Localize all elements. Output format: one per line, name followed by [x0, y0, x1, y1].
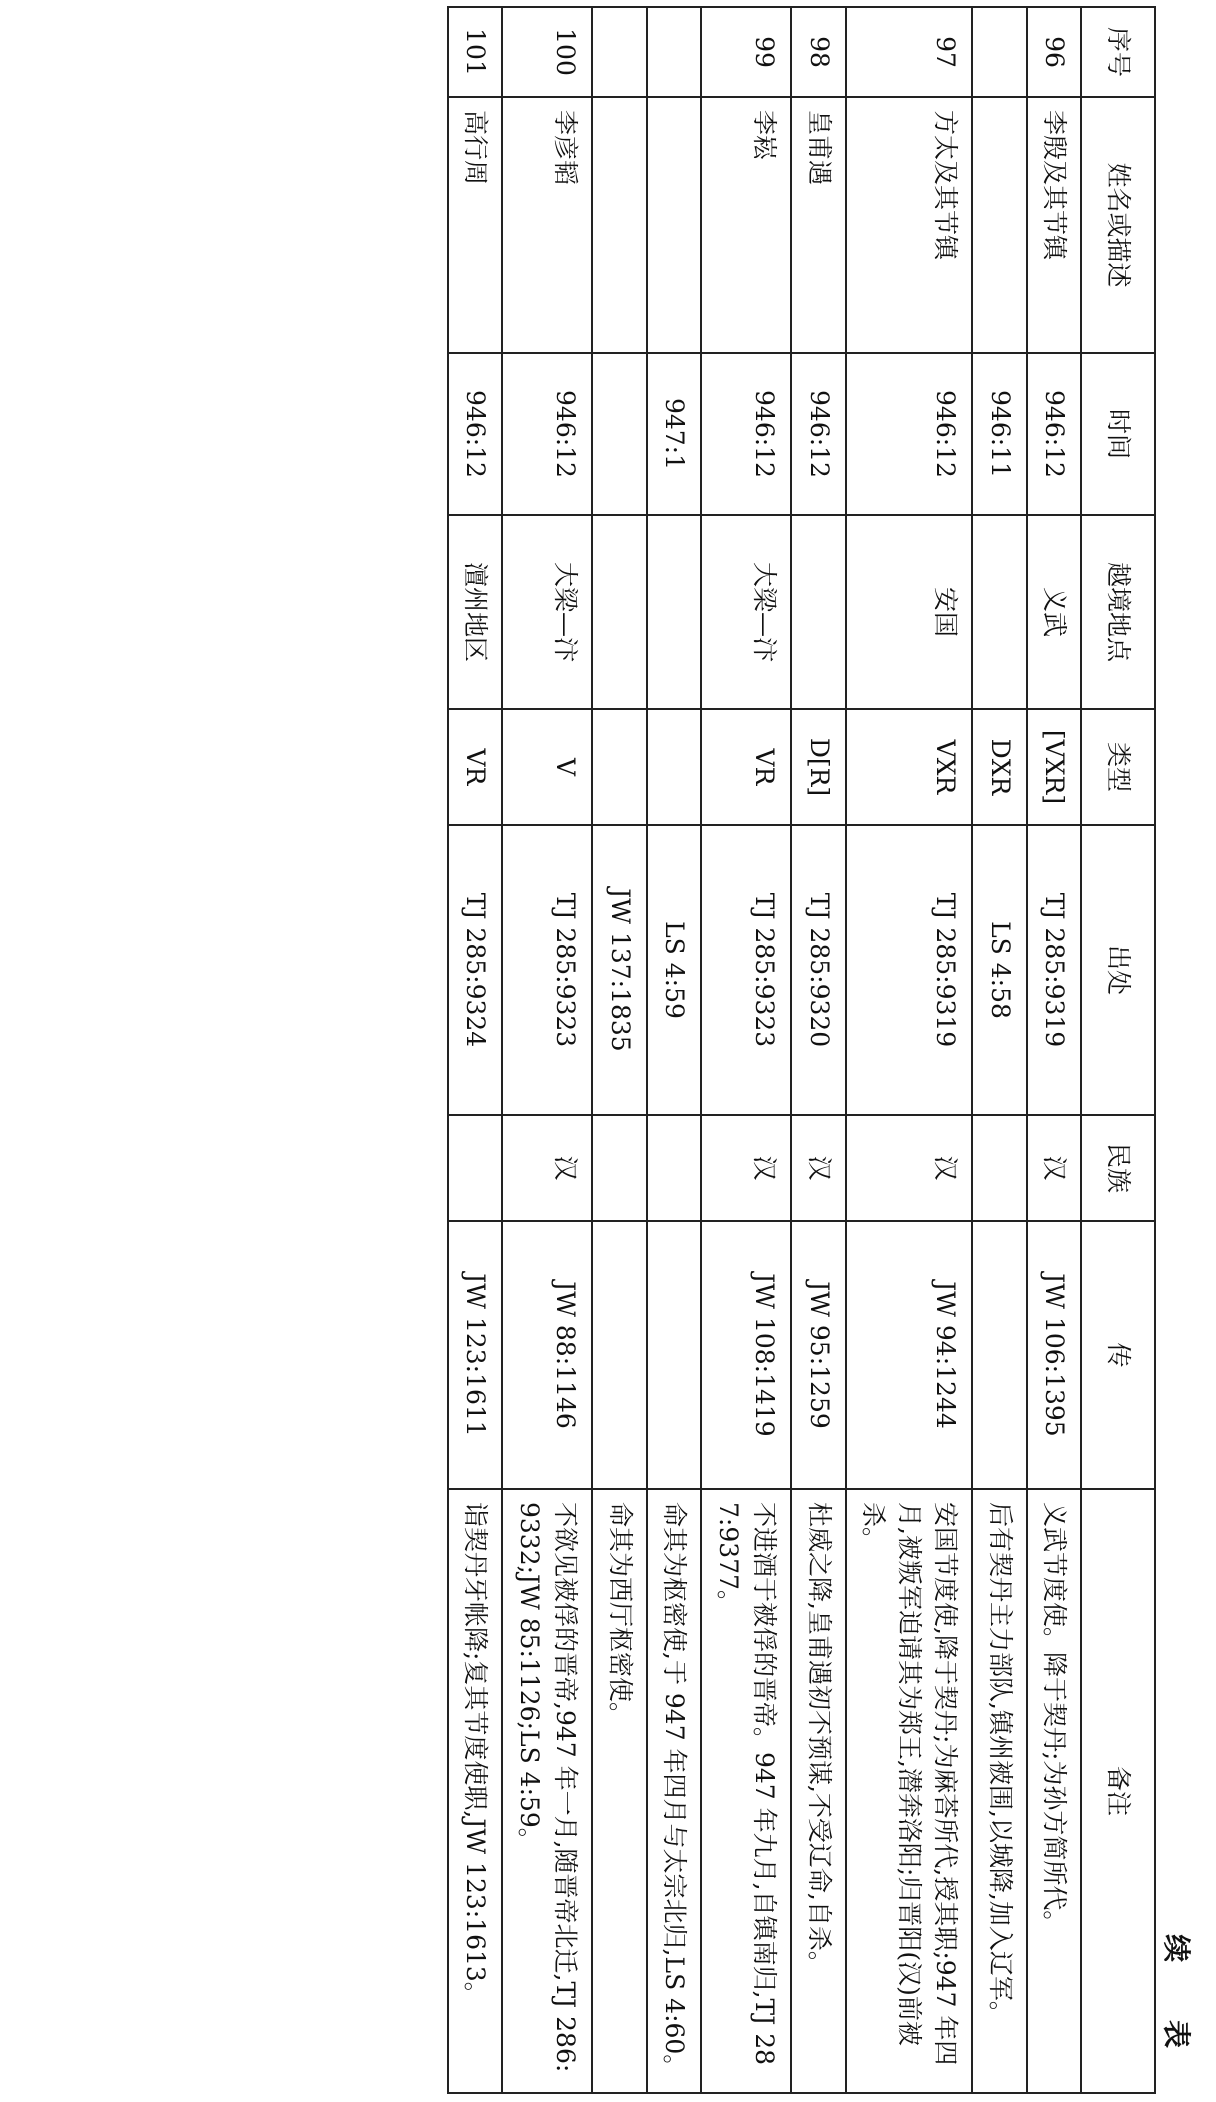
header-cell-type: 类型 [1081, 709, 1155, 825]
cell-source: TJ 285:9323 [701, 825, 792, 1115]
cell-number: 100 [502, 7, 593, 97]
cell-number [593, 7, 647, 97]
cell-ethnicity: 汉 [1027, 1115, 1081, 1221]
cell-biography [593, 1221, 647, 1489]
cell-name: 李殷及其节镇 [1027, 97, 1081, 353]
cell-biography: JW 95:1259 [792, 1221, 846, 1489]
cell-notes: 命其为枢密使,于 947 年四月与太宗北归,LS 4:60。 [647, 1489, 701, 2093]
cell-source: LS 4:58 [973, 825, 1027, 1115]
cell-source: JW 137:1835 [593, 825, 647, 1115]
cell-time [593, 353, 647, 515]
cell-time: 946:12 [502, 353, 593, 515]
cell-notes: 安国节度使,降于契丹;为麻荅所代,授其职;947 年四月,被叛军迫请其为郑王,潜奔洛阳;归晋阳(汉)前被杀。 [846, 1489, 973, 2093]
cell-notes: 后有契丹主力部队,镇州被围,以城降,加入辽军。 [973, 1489, 1027, 2093]
cell-ethnicity [973, 1115, 1027, 1221]
cell-notes: 不进酒于被俘的晋帝。947 年九月,自镇南归,TJ 287:9377。 [701, 1489, 792, 2093]
table-header-row [1081, 7, 1155, 2093]
cell-time: 947:1 [647, 353, 701, 515]
header-cell-notes: 备注 [1081, 1489, 1155, 2093]
cell-ethnicity: 汉 [701, 1115, 792, 1221]
cell-type: V [502, 709, 593, 825]
cell-ethnicity: 汉 [792, 1115, 846, 1221]
header-cell-source: 出处 [1081, 825, 1155, 1115]
cell-place: 大梁—汴 [502, 515, 593, 709]
cell-name: 方太及其节镇 [846, 97, 973, 353]
cell-notes: 杜威之降,皇甫遇初不预谋,不受辽命,自杀。 [792, 1489, 846, 2093]
cell-biography: JW 123:1611 [448, 1221, 502, 1489]
cell-source: TJ 285:9320 [792, 825, 846, 1115]
cell-name: 皇甫遇 [792, 97, 846, 353]
cell-notes: 义武节度使。降于契丹;为孙方简所代。 [1027, 1489, 1081, 2093]
cell-source: TJ 285:9319 [1027, 825, 1081, 1115]
cell-time: 946:12 [448, 353, 502, 515]
defector-record-table [447, 6, 1156, 2094]
cell-notes: 不欲见被俘的晋帝,947 年一月,随晋帝北迁,TJ 286:9332;JW 85:1126;LS 4:59。 [502, 1489, 593, 2093]
cell-number: 99 [701, 7, 792, 97]
cell-number [647, 7, 701, 97]
cell-number [973, 7, 1027, 97]
table-row [1027, 7, 1081, 2093]
cell-type: VR [448, 709, 502, 825]
cell-time: 946:12 [701, 353, 792, 515]
table-row [701, 7, 792, 2093]
cell-place [973, 515, 1027, 709]
cell-type: D[R] [792, 709, 846, 825]
header-cell-place: 越境地点 [1081, 515, 1155, 709]
cell-place: 义武 [1027, 515, 1081, 709]
cell-source: LS 4:59 [647, 825, 701, 1115]
cell-time: 946:12 [846, 353, 973, 515]
cell-biography [973, 1221, 1027, 1489]
cell-ethnicity [647, 1115, 701, 1221]
cell-time: 946:12 [792, 353, 846, 515]
cell-type: VXR [846, 709, 973, 825]
cell-name: 高行周 [448, 97, 502, 353]
cell-ethnicity [448, 1115, 502, 1221]
cell-place: 澶州地区 [448, 515, 502, 709]
table-body [448, 7, 1081, 2093]
cell-number: 101 [448, 7, 502, 97]
cell-place: 大梁—汴 [701, 515, 792, 709]
cell-time: 946:12 [1027, 353, 1081, 515]
cell-number: 98 [792, 7, 846, 97]
cell-type: VR [701, 709, 792, 825]
table-row [647, 7, 701, 2093]
cell-name [973, 97, 1027, 353]
header-cell-ethnicity: 民族 [1081, 1115, 1155, 1221]
cell-type: [VXR] [1027, 709, 1081, 825]
cell-name: 李彦韬 [502, 97, 593, 353]
header-cell-name: 姓名或描述 [1081, 97, 1155, 353]
header-cell-number: 序号 [1081, 7, 1155, 97]
header-cell-time: 时间 [1081, 353, 1155, 515]
cell-notes: 诣契丹牙帐降;复其节度使职,JW 123:1613。 [448, 1489, 502, 2093]
cell-biography: JW 88:1146 [502, 1221, 593, 1489]
cell-biography: JW 108:1419 [701, 1221, 792, 1489]
table-row [792, 7, 846, 2093]
cell-type [593, 709, 647, 825]
table-row [846, 7, 973, 2093]
cell-type: DXR [973, 709, 1027, 825]
cell-ethnicity [593, 1115, 647, 1221]
cell-source: TJ 285:9324 [448, 825, 502, 1115]
continued-table-label: 续 表 [1160, 1934, 1193, 2072]
cell-number: 97 [846, 7, 973, 97]
table-row [593, 7, 647, 2093]
cell-place [792, 515, 846, 709]
table-row [448, 7, 502, 2093]
cell-number: 96 [1027, 7, 1081, 97]
table-row [502, 7, 593, 2093]
cell-notes: 命其为西厅枢密使。 [593, 1489, 647, 2093]
cell-place [593, 515, 647, 709]
cell-place [647, 515, 701, 709]
cell-name [647, 97, 701, 353]
cell-biography [647, 1221, 701, 1489]
cell-ethnicity: 汉 [502, 1115, 593, 1221]
cell-name: 李崧 [701, 97, 792, 353]
cell-ethnicity: 汉 [846, 1115, 973, 1221]
table-row [973, 7, 1027, 2093]
cell-time: 946:11 [973, 353, 1027, 515]
cell-source: TJ 285:9323 [502, 825, 593, 1115]
cell-biography: JW 106:1395 [1027, 1221, 1081, 1489]
cell-type [647, 709, 701, 825]
cell-name [593, 97, 647, 353]
header-cell-biography: 传 [1081, 1221, 1155, 1489]
cell-place: 安国 [846, 515, 973, 709]
cell-source: TJ 285:9319 [846, 825, 973, 1115]
cell-biography: JW 94:1244 [846, 1221, 973, 1489]
